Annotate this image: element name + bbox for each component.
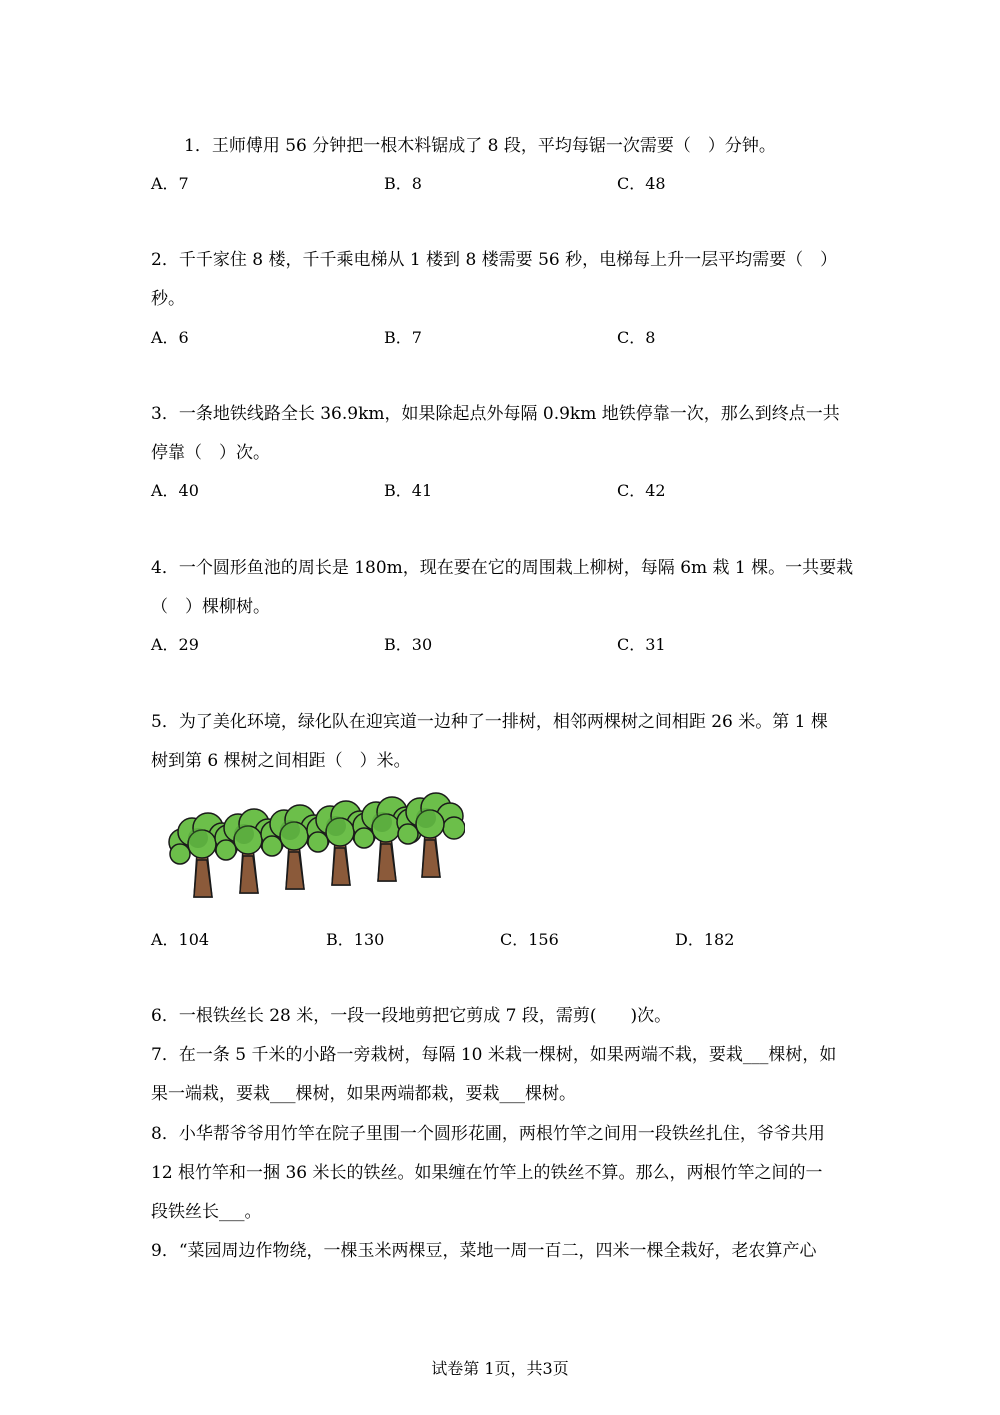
q2-option-b[interactable]: B．7: [384, 328, 422, 347]
q5-option-d[interactable]: D．182: [675, 930, 735, 949]
q9-text-line1: 9．“菜园周边作物绕，一棵玉米两棵豆，菜地一周一百二，四米一棵全栽好，老农算产心: [151, 1241, 817, 1261]
q5-text-line2: 树到第 6 棵树之间相距（ ）米。: [151, 751, 411, 771]
q8-text-line3: 段铁丝长___。: [151, 1202, 262, 1222]
q7-text-line1: 7．在一条 5 千米的小路一旁栽树，每隔 10 米栽一棵树，如果两端不栽，要栽___棵树，如: [151, 1045, 837, 1065]
q4-option-c[interactable]: C．31: [617, 635, 666, 654]
q2-option-c[interactable]: C．8: [617, 328, 656, 347]
q2-text-line2: 秒。: [151, 289, 185, 309]
q5-option-b[interactable]: B．130: [326, 930, 385, 949]
q8-text-line1: 8．小华帮爷爷用竹竿在院子里围一个圆形花圃，两根竹竿之间用一段铁丝扎住，爷爷共用: [151, 1124, 825, 1144]
q4-option-b[interactable]: B．30: [384, 635, 433, 654]
q6-text: 6．一根铁丝长 28 米，一段一段地剪把它剪成 7 段，需剪( )次。: [151, 1006, 672, 1026]
q1-text: 1．王师傅用 56 分钟把一根木料锯成了 8 段，平均每锯一次需要（ ）分钟。: [184, 136, 776, 156]
tree-6: [397, 793, 465, 877]
q4-text-line1: 4．一个圆形鱼池的周长是 180m，现在要在它的周围栽上柳树，每隔 6m 栽 1 棵。一共要栽: [151, 558, 854, 578]
q2-option-a[interactable]: A．6: [151, 328, 189, 347]
q3-text-line1: 3．一条地铁线路全长 36.9km，如果除起点外每隔 0.9km 地铁停靠一次，那么到终点一共: [151, 404, 840, 424]
q3-text-line2: 停靠（ ）次。: [151, 443, 270, 463]
q4-option-a[interactable]: A．29: [151, 635, 199, 654]
q1-option-c[interactable]: C．48: [617, 174, 666, 193]
q5-option-c[interactable]: C．156: [500, 930, 559, 949]
page-footer: 试卷第 1页，共3页: [431, 1359, 569, 1378]
q3-option-a[interactable]: A．40: [151, 481, 199, 500]
q4-text-line2: （ ）棵柳树。: [151, 597, 270, 617]
q7-text-line2: 果一端栽，要栽___棵树，如果两端都栽，要栽___棵树。: [151, 1084, 576, 1104]
q3-option-c[interactable]: C．42: [617, 481, 666, 500]
q5-option-a[interactable]: A．104: [151, 930, 210, 949]
q5-text-line1: 5．为了美化环境，绿化队在迎宾道一边种了一排树，相邻两棵树之间相距 26 米。第 1 棵: [151, 712, 828, 732]
q1-option-b[interactable]: B．8: [384, 174, 422, 193]
q8-text-line2: 12 根竹竿和一捆 36 米长的铁丝。如果缠在竹竿上的铁丝不算。那么，两根竹竿之间的一: [151, 1163, 823, 1183]
trees-illustration: [160, 782, 465, 902]
q2-text-line1: 2．千千家住 8 楼，千千乘电梯从 1 楼到 8 楼需要 56 秒，电梯每上升一层平均需要（ ）: [151, 250, 838, 270]
q1-option-a[interactable]: A．7: [151, 174, 189, 193]
q3-option-b[interactable]: B．41: [384, 481, 433, 500]
